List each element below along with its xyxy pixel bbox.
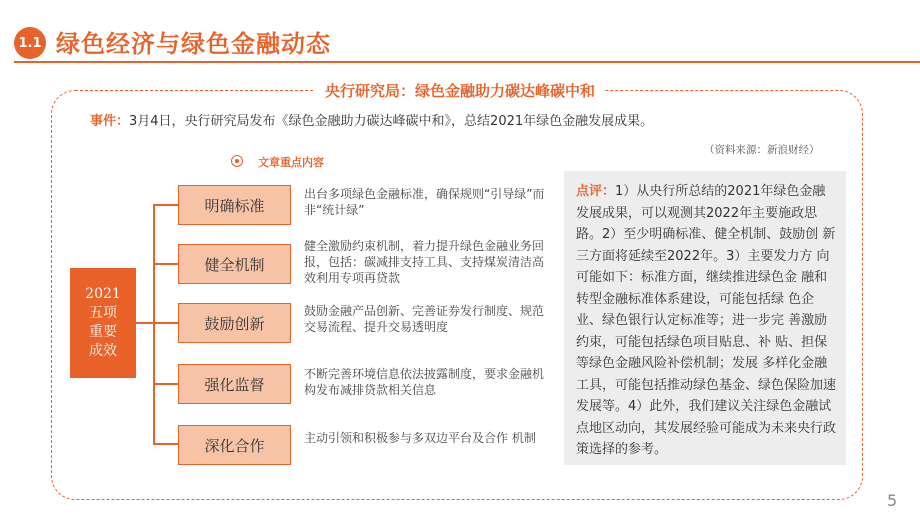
event-line [90, 110, 653, 129]
item-label-cooperation: 深化合作 [178, 425, 291, 465]
item-desc-innovation: 鼓励金融产品创新、完善证券发行制度、规范交易流程、提升交易透明度 [304, 304, 545, 334]
item-desc-cooperation: 主动引领和积极参与多双边平台及合作 机制 [304, 431, 536, 445]
commentary-box [564, 171, 846, 465]
connector-branch [153, 322, 178, 324]
connector-branch [153, 383, 178, 385]
connector-stem [136, 322, 154, 324]
target-circle-icon [231, 155, 243, 167]
item-desc-standards: 出台多项绿色金融标准，确保规则“引导绿”而非“统计绿” [304, 187, 545, 217]
summary-line: 五项 [89, 305, 117, 321]
item-label-standards: 明确标准 [178, 185, 291, 225]
item-desc-mechanism: 健全激励约束机制，着力提升绿色金融业务回报，包括：碳减排支持工具、支持煤炭清洁高效利用专项再贷款 [304, 239, 545, 285]
item-desc-supervision: 不断完善环境信息依法披露制度，要求金融机构发布减排贷款相关信息 [304, 367, 545, 397]
connector-branch [153, 204, 178, 206]
frame-title-text: 央行研究局：绿色金融助力碳达峰碳中和 [315, 82, 605, 100]
connector-spine [153, 204, 155, 444]
key-points-title: 文章重点内容 [258, 156, 324, 169]
item-label-supervision: 强化监督 [178, 364, 291, 404]
summary-line: 重要 [89, 324, 117, 340]
summary-line: 2021 [85, 286, 121, 302]
item-label-mechanism: 健全机制 [178, 244, 291, 284]
source-note: （资料来源：新浪财经） [704, 144, 820, 156]
commentary-label: 点评： [576, 184, 616, 199]
connector-branch [153, 443, 178, 445]
event-text: 3月4日，央行研究局发布《绿色金融助力碳达峰碳中和》，总结2021年绿色金融发展成果。 [129, 114, 654, 129]
achievements-summary-box [70, 268, 136, 378]
connector-branch [153, 263, 178, 265]
summary-line: 成效 [89, 343, 117, 359]
section-number-badge: 1.1 [14, 27, 46, 59]
page-title: 绿色经济与绿色金融动态 [56, 30, 331, 58]
frame-title [0, 80, 920, 101]
commentary-text: 1）从央行所总结的2021年绿色金融发展成果，可以观测其2022年主要施政思 路。2）至少明确标准、健全机制、鼓励创 新三方面将延续至2022年。3）主要发力方 向可能如下：标准方面，继续推进绿色金 融和转型金融标准体系建设，可能包括绿 色企业、绿色银行认定标准等；进一步完 善激励约束，可能包括绿色项目贴息、补 贴、担保等绿色金融风险补偿机制；发展 多样化金融工具，可能包括推动绿色基金、绿色保险加速发展等。4）此外，我们建议关注绿色金融试点地区动向，其发展经验可能成为未来央行政策选择的参考。 [576, 184, 837, 457]
header-divider [14, 61, 920, 63]
item-label-innovation: 鼓励创新 [178, 303, 291, 343]
event-label: 事件： [90, 114, 130, 129]
page-number: 5 [887, 491, 898, 510]
